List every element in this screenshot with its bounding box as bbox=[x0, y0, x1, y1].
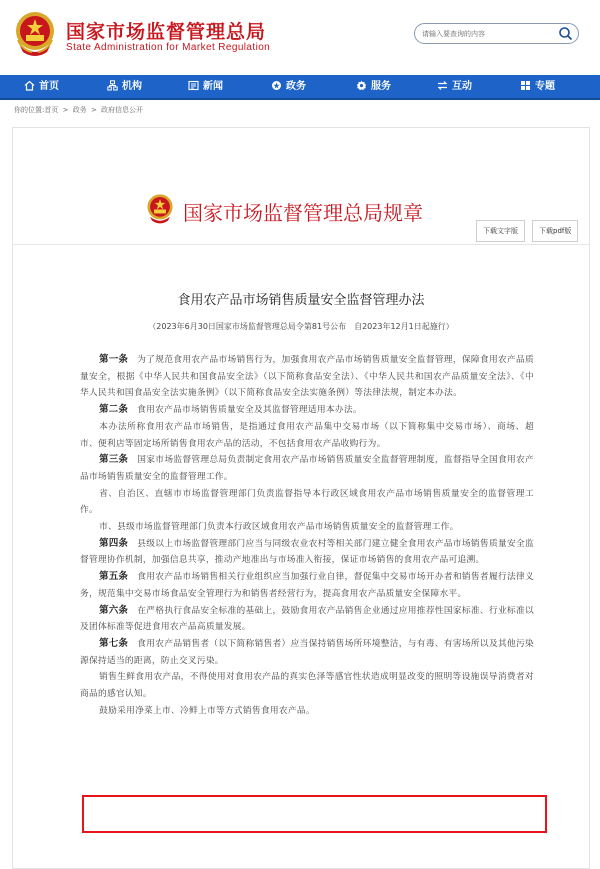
rules-title: 国家市场监督管理总局规章 bbox=[183, 201, 423, 225]
download-pdf-button[interactable]: 下载pdf版 bbox=[532, 220, 578, 242]
paragraph: 省、自治区、直辖市市场监督管理部门负责监督指导本行政区域食用农产品市场销售质量安全的监督管理工作。 bbox=[80, 488, 534, 516]
paragraph: 第六条 在严格执行食品安全标准的基础上，鼓励食用农产品销售企业通过应用推荐性国家标准、行业标准以及团体标准等促进食用农产品高质量发展。 bbox=[80, 604, 535, 633]
search-icon[interactable] bbox=[557, 25, 574, 42]
paragraph: 鼓励采用净菜上市、冷鲜上市等方式销售食用农产品。 bbox=[99, 705, 315, 716]
nav-item-government[interactable]: 政务 bbox=[271, 75, 306, 98]
org-icon bbox=[107, 80, 118, 91]
interaction-icon bbox=[437, 80, 448, 91]
site-header bbox=[0, 0, 600, 74]
search-input[interactable] bbox=[422, 26, 550, 41]
site-title: 国家市场监督管理总局 bbox=[66, 21, 267, 43]
nav-item-service[interactable]: 服务 bbox=[356, 75, 391, 98]
service-icon bbox=[356, 80, 367, 91]
site-subtitle: State Administration for Market Regulation bbox=[66, 42, 271, 53]
document-title: 食用农产品市场销售质量安全监督管理办法 bbox=[177, 293, 425, 308]
divider bbox=[13, 244, 589, 245]
document-body bbox=[80, 352, 534, 719]
paragraph: 第一条 为了规范食用农产品市场销售行为，加强食用农产品市场销售质量安全监督管理，保障食用农产品质量安全，根据《中华人民共和国食品安全法》（以下简称食品安全法）、《中华人民共和国农产品质量安全法》、《中华人民共和国食品安全法实施条例》（以下简称食品安全法实施条例）等法律法规，制定本办法。 bbox=[80, 354, 535, 399]
nav-item-interaction[interactable]: 互动 bbox=[437, 75, 472, 98]
national-emblem-icon bbox=[146, 193, 174, 226]
paragraph: 第五条 食用农产品市场销售相关行业组织应当加强行业自律，督促集中交易市场开办者和销售者履行法律义务，规范集中交易市场食品安全管理行为和销售者经营行为，提高食用农产品质量安全保障水平。 bbox=[80, 571, 535, 599]
paragraph: 第七条 食用农产品销售者（以下简称销售者）应当保持销售场所环境整洁，与有毒、有害场所以及其他污染源保持适当的距离，防止交叉污染。 bbox=[80, 637, 535, 666]
breadcrumb-item-home[interactable]: 你的位置:首页 bbox=[14, 106, 59, 114]
highlight-annotation-box bbox=[82, 795, 547, 833]
breadcrumb: 你的位置:首页 > 政务 > 政府信息公开 bbox=[14, 106, 144, 114]
paragraph: 市、县级市场监督管理部门负责本行政区域食用农产品市场销售质量安全的监督管理工作。 bbox=[99, 522, 459, 533]
paragraph: 第三条 国家市场监督管理总局负责制定食用农产品市场销售质量安全监督管理制度，监督指导全国食用农产品市场销售质量安全的监督管理工作。 bbox=[80, 454, 535, 482]
download-text-button[interactable]: 下载文字版 bbox=[476, 220, 525, 242]
national-emblem-icon bbox=[14, 10, 56, 60]
breadcrumb-item-disclosure[interactable]: 政府信息公开 bbox=[101, 106, 144, 114]
home-icon bbox=[24, 80, 35, 91]
paragraph: 第四条 县级以上市场监督管理部门应当与同级农业农村等相关部门建立健全食用农产品市场销售质量安全监督管理协作机制，加强信息共享，推动产地准出与市场准入衔接，保证市场销售的食用农产品可追溯。 bbox=[80, 537, 535, 566]
nav-item-home[interactable]: 首页 bbox=[24, 75, 59, 98]
government-icon bbox=[271, 80, 282, 91]
paragraph: 本办法所称食用农产品市场销售，是指通过食用农产品集中交易市场（以下简称集中交易市场）、商场、超市、便利店等固定场所销售食用农产品的活动，不包括食用农产品收购行为。 bbox=[80, 421, 534, 449]
nav-item-news[interactable]: 新闻 bbox=[188, 75, 223, 98]
nav-item-org[interactable]: 机构 bbox=[107, 75, 142, 98]
topic-icon bbox=[520, 80, 531, 91]
main-nav bbox=[0, 75, 600, 100]
content-frame bbox=[12, 127, 590, 869]
nav-item-topic[interactable]: 专题 bbox=[520, 75, 555, 98]
paragraph: 第二条 食用农产品市场销售质量安全及其监督管理适用本办法。 bbox=[99, 404, 362, 416]
news-icon bbox=[188, 80, 199, 91]
document-meta: （2023年6月30日国家市场监督管理总局令第81号公布 自2023年12月1日起施行） bbox=[148, 322, 454, 331]
search-box bbox=[414, 23, 579, 44]
breadcrumb-item-government[interactable]: 政务 bbox=[72, 106, 87, 114]
paragraph-highlighted: 销售生鲜食用农产品，不得使用对食用农产品的真实色泽等感官性状造成明显改变的照明等设施误导消费者对商品的感官认知。 bbox=[80, 672, 534, 700]
